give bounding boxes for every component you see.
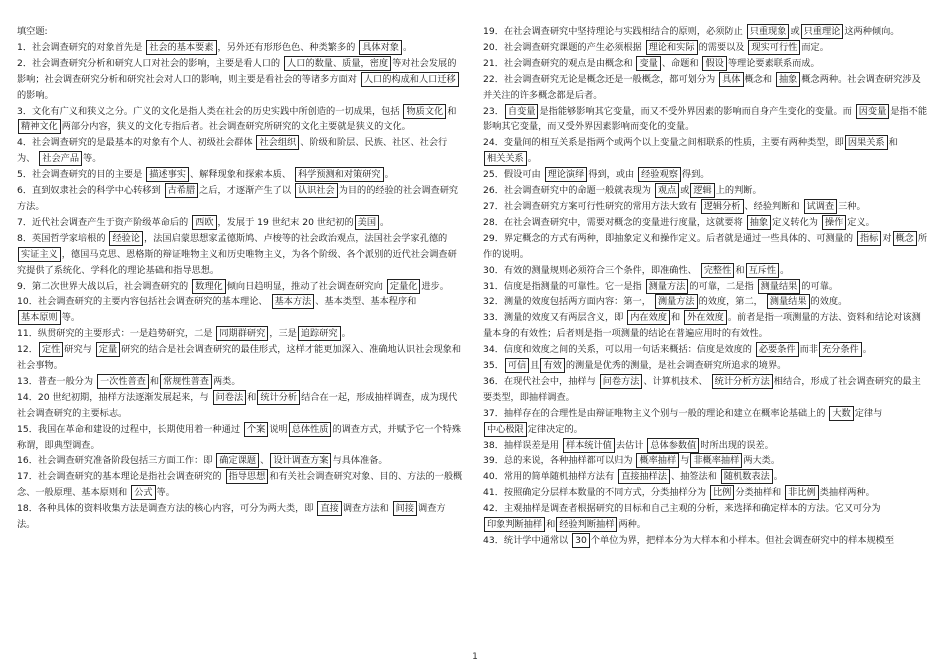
answer-box: 人口的数量、质量，密度 bbox=[284, 56, 391, 71]
answer-box: 美国 bbox=[355, 215, 379, 230]
question-text: 39．总的来说，各种抽样都可以归为 bbox=[483, 455, 636, 467]
question-item bbox=[17, 231, 463, 279]
answer-box: 间接 bbox=[393, 501, 417, 516]
question-text: 定律决定的。 bbox=[527, 423, 583, 435]
question-item bbox=[17, 390, 463, 422]
question-text: 。 bbox=[380, 216, 390, 228]
question-item bbox=[483, 56, 928, 72]
answer-box: 一次性普查 bbox=[97, 374, 149, 389]
question-text: 等理论要素联系而成。 bbox=[727, 57, 820, 69]
answer-box: 测量方法 bbox=[646, 279, 689, 294]
answer-box: 实证主义 bbox=[18, 247, 61, 262]
answer-box: 追踪研究 bbox=[298, 326, 341, 341]
answer-box: 现实可行性 bbox=[748, 40, 800, 55]
question-text: 。 bbox=[341, 328, 351, 340]
question-text: 、抽签法和 bbox=[671, 471, 720, 483]
question-text: 等。 bbox=[83, 153, 102, 165]
answer-box: 因变量 bbox=[856, 104, 890, 119]
question-text: 14．20 世纪初期，抽样方法逐渐发展起来，与 bbox=[17, 391, 212, 403]
question-text: 的调查方式，并赋予它一个特殊称谓，即典型调查。 bbox=[17, 423, 462, 451]
answer-box: 基本原则 bbox=[18, 310, 61, 325]
answer-box: 描述事实 bbox=[146, 167, 189, 182]
question-text: 1．社会调查研究的对象首先是 bbox=[17, 41, 146, 53]
question-item bbox=[17, 104, 463, 136]
question-text: 的效度。 bbox=[810, 296, 848, 308]
answer-box: 常规性普查 bbox=[160, 374, 212, 389]
question-text: 22．社会调查研究无论是概念还是一般概念，都可划分为 bbox=[483, 73, 719, 85]
question-text: 和 bbox=[447, 105, 457, 117]
question-text: 。 bbox=[862, 344, 872, 356]
question-text: 29．界定概念的方式有两种，即抽象定义和操作定义。后者就是通过一些具体的、可测量的 bbox=[483, 232, 856, 244]
question-text: 或 bbox=[680, 185, 690, 197]
question-text: 这两种倾向。 bbox=[844, 26, 900, 37]
question-text: 33．测量的效度又有两层含义，即 bbox=[483, 312, 627, 324]
question-item bbox=[483, 279, 928, 295]
question-text: 2．社会调查研究分析和研究人口对社会的影响，主要是看人口的 bbox=[17, 57, 284, 69]
question-item bbox=[483, 438, 928, 454]
question-item bbox=[17, 469, 463, 501]
question-item bbox=[17, 135, 463, 167]
question-text: ，另外还有形形色色、种类繁多的 bbox=[217, 41, 359, 53]
question-text: 、命题和 bbox=[661, 57, 702, 69]
question-text: 15．我国在革命和建设的过程中，长期使用着一种通过 bbox=[17, 423, 243, 435]
question-text: 40．常用的简单随机抽样方法有 bbox=[483, 471, 618, 483]
question-text: 20．社会调查研究课题的产生必须根据 bbox=[483, 41, 645, 53]
question-text: 定律与 bbox=[854, 407, 883, 419]
question-text: 12． bbox=[17, 344, 38, 356]
right-column bbox=[483, 24, 928, 549]
answer-box: 充分条件 bbox=[819, 342, 862, 357]
question-item bbox=[483, 469, 928, 485]
question-text: 23． bbox=[483, 105, 504, 117]
question-item bbox=[483, 263, 928, 279]
question-item bbox=[483, 342, 928, 358]
question-text: 。 bbox=[403, 41, 413, 53]
question-text: 。 bbox=[773, 471, 783, 483]
question-text: 研究与 bbox=[64, 344, 95, 356]
question-text: 为目的的经验的社会调查研究方法。 bbox=[17, 185, 459, 212]
question-text: 和 bbox=[888, 137, 898, 149]
answer-box: 理论和实际 bbox=[646, 40, 698, 55]
question-text: 对 bbox=[882, 232, 892, 244]
question-text: 和 bbox=[149, 375, 160, 387]
question-text: 得到，或由 bbox=[588, 169, 638, 181]
question-text: 等。 bbox=[61, 312, 81, 324]
question-text: 25．假设可由 bbox=[483, 169, 544, 181]
question-text: 和 bbox=[546, 519, 556, 531]
right-question-list bbox=[483, 24, 928, 549]
answer-box: 样本统计值 bbox=[563, 438, 615, 453]
question-item bbox=[17, 167, 463, 183]
question-text: 13．普查一般分为 bbox=[17, 375, 96, 387]
answer-box: 人口的构成和人口迁移 bbox=[361, 72, 459, 87]
question-text: 调查方法。 bbox=[17, 503, 446, 531]
answer-box: 测量结果 bbox=[767, 294, 810, 309]
answer-box: 认识社会 bbox=[295, 183, 338, 198]
answer-box: 理论演绎 bbox=[545, 167, 588, 182]
question-text: 概念和 bbox=[744, 73, 775, 85]
question-text: 和 bbox=[735, 264, 745, 276]
answer-box: 逻辑 bbox=[690, 183, 714, 198]
question-text: 10．社会调查研究的主要内容包括社会调查研究的基本理论、 bbox=[17, 296, 271, 308]
question-text: 的需要以及 bbox=[698, 41, 748, 53]
answer-box: 个案 bbox=[244, 422, 268, 437]
question-item bbox=[483, 231, 928, 263]
question-text: 21．社会调查研究的观点是由概念和 bbox=[483, 57, 636, 69]
question-item bbox=[17, 183, 463, 215]
question-item bbox=[483, 453, 928, 469]
question-text: 两大类。 bbox=[743, 455, 781, 467]
answer-box: 数理化 bbox=[192, 279, 226, 294]
question-text: 而非 bbox=[799, 344, 818, 356]
question-text: 31．信度是指测量的可靠性。它一是指 bbox=[483, 280, 645, 292]
question-text: 32．测量的效度包括两方面内容：第一， bbox=[483, 296, 654, 308]
question-text: 和 bbox=[671, 312, 684, 324]
question-text: 、阶级和阶层、民族、社区、社会行为、 bbox=[17, 137, 448, 165]
question-text: 之后，才逐渐产生了以 bbox=[199, 185, 294, 197]
answer-box: 只重理论 bbox=[801, 24, 844, 39]
answer-box: 假设 bbox=[702, 56, 726, 71]
question-text: 结合在一起，形成抽样调查，成为现代社会调查研究的主要标志。 bbox=[17, 391, 458, 419]
answer-box: 操作 bbox=[822, 215, 846, 230]
question-text: 得到。 bbox=[681, 169, 710, 181]
question-text: 倾向日趋明显，推动了社会调查研究向 bbox=[226, 280, 386, 292]
answer-box: 西欧 bbox=[192, 215, 216, 230]
question-text: 定义。 bbox=[847, 216, 875, 228]
answer-box: 总体参数值 bbox=[647, 438, 699, 453]
question-item bbox=[483, 374, 928, 406]
question-text: 等对社会发展的影响；社会调查研究分析和研究社会对人口的影响，则主要是看社会的等诸多方面对 bbox=[17, 57, 457, 85]
answer-box: 必要条件 bbox=[756, 342, 799, 357]
question-text: 而定。 bbox=[801, 41, 829, 53]
question-text: 26．社会调查研究中的命题一般就表现为 bbox=[483, 185, 654, 197]
answer-box: 有效 bbox=[540, 358, 564, 373]
question-text: 研究的结合是社会调查研究的最佳形式，这样才能更加深入、准确地认识社会现象和社会事物。 bbox=[17, 344, 462, 372]
answer-box: 逻辑分析 bbox=[701, 199, 744, 214]
question-text: 相结合，形成了社会调查研究的最主要类型，即抽样调查。 bbox=[483, 375, 921, 403]
question-text: 类抽样两种。 bbox=[819, 487, 875, 499]
question-item bbox=[483, 199, 928, 215]
question-text: 。 bbox=[384, 169, 394, 181]
answer-box: 抽象 bbox=[776, 72, 800, 87]
question-text: 、经验判断和 bbox=[744, 200, 803, 212]
section-heading: 填空题: bbox=[17, 26, 48, 37]
answer-box: 概念 bbox=[893, 231, 917, 246]
page-number: 1 bbox=[472, 652, 478, 662]
answer-box: 问卷方法 bbox=[600, 374, 643, 389]
question-text: 7．近代社会调查产生于资产阶级革命后的 bbox=[17, 216, 192, 228]
question-text: 两部分内容，狭义的文化专指后者。社会调查研究所研究的文化主要就是狭义的文化。 bbox=[61, 121, 411, 133]
question-item bbox=[483, 501, 928, 533]
answer-box: 指导思想 bbox=[226, 469, 269, 484]
question-text: 18．各种具体的资料收集方法是调查方法的核心内容，可分为两大类，即 bbox=[17, 503, 317, 515]
answer-box: 具体 bbox=[719, 72, 743, 87]
answer-box: 非概率抽样 bbox=[690, 453, 742, 468]
answer-box: 指标 bbox=[857, 231, 881, 246]
answer-box: 随机数表法 bbox=[721, 469, 773, 484]
answer-box: 统计分析 bbox=[257, 390, 300, 405]
answer-box: 定量 bbox=[96, 342, 120, 357]
question-text: 与 bbox=[680, 455, 690, 467]
answer-box: 经验观察 bbox=[638, 167, 681, 182]
question-item bbox=[483, 358, 928, 374]
question-item bbox=[483, 24, 928, 40]
answer-box: 社会的基本要素 bbox=[146, 40, 216, 55]
question-text: 是指不能影响其它变量，而又受外界因素影响而变化的变量。 bbox=[483, 105, 928, 133]
question-text: 35． bbox=[483, 360, 504, 372]
question-text: 定义转化为 bbox=[772, 216, 821, 228]
answer-box: 抽象 bbox=[747, 215, 771, 230]
question-text: 两种。 bbox=[618, 519, 646, 531]
answer-box: 试调查 bbox=[804, 199, 838, 214]
question-text: 上的判断。 bbox=[715, 185, 762, 197]
question-text: 9．第二次世界大战以后，社会调查研究的 bbox=[17, 280, 192, 292]
answer-box: 观点 bbox=[655, 183, 679, 198]
question-item bbox=[17, 279, 463, 295]
question-text: 5．社会调查研究的目的主要是 bbox=[17, 169, 146, 181]
question-text: 的测量是优秀的测量，是社会调查研究所追求的境界。 bbox=[565, 360, 787, 372]
answer-box: 同期群研究 bbox=[216, 326, 268, 341]
question-text: 28．在社会调查研究中，需要对概念的变量进行度量，这就要将 bbox=[483, 216, 746, 228]
question-text: 4．社会调查研究的是最基本的对象有个人、初级社会群体 bbox=[17, 137, 256, 149]
answer-box: 基本方法 bbox=[272, 294, 315, 309]
question-item bbox=[483, 104, 928, 136]
answer-box: 中心极限 bbox=[484, 422, 527, 437]
answer-box: 社会组织 bbox=[256, 135, 299, 150]
question-text: 调查方法和 bbox=[342, 503, 392, 515]
answer-box: 自变量 bbox=[505, 104, 539, 119]
answer-box: 问卷法 bbox=[213, 390, 247, 405]
answer-box: 精神文化 bbox=[18, 119, 61, 134]
left-column bbox=[17, 24, 463, 533]
question-text: 43．统计学中通常以 bbox=[483, 535, 572, 546]
answer-box: 确定课题 bbox=[216, 453, 259, 468]
question-text: 。前者是指一项测量的方法、资料和结论对该测量本身的有效性；后者则是指一项测量的结论在普遍应用时的有效性。 bbox=[483, 312, 921, 340]
question-text: 等。 bbox=[156, 487, 175, 499]
question-text: 38．抽样误差是用 bbox=[483, 439, 562, 451]
answer-box: 物质文化 bbox=[403, 104, 446, 119]
question-text: 41．按照确定分层样本数量的不同方式，分类抽样分为 bbox=[483, 487, 709, 499]
answer-box: 印象判断抽样 bbox=[484, 517, 545, 532]
question-text: 、基本类型、基本程序和 bbox=[315, 296, 417, 308]
answer-box: 非比例 bbox=[785, 485, 819, 500]
answer-box: 大数 bbox=[829, 406, 853, 421]
question-text: 的可靠，二是指 bbox=[689, 280, 757, 292]
question-text: 19．在社会调查研究中坚持理论与实践相结合的原则，必须防止 bbox=[483, 26, 746, 37]
question-text: 时所出现的误差。 bbox=[700, 439, 774, 451]
answer-box: 经验论 bbox=[109, 231, 143, 246]
answer-box: 直接抽样法 bbox=[618, 469, 670, 484]
question-text: 34．信度和效度之间的关系，可以用一句话来概括：信度是效度的 bbox=[483, 344, 755, 356]
question-item bbox=[483, 40, 928, 56]
question-item bbox=[483, 406, 928, 438]
question-text: 说明 bbox=[269, 423, 288, 435]
question-item bbox=[17, 326, 463, 342]
question-text: 进步。 bbox=[421, 280, 449, 292]
question-text: 且 bbox=[530, 360, 540, 372]
answer-box: 科学预测和对策研究 bbox=[295, 167, 384, 182]
question-item bbox=[17, 215, 463, 231]
question-text: 、 bbox=[260, 455, 270, 467]
answer-box: 总体性质 bbox=[289, 422, 332, 437]
question-item bbox=[483, 533, 928, 549]
answer-box: 古希腊 bbox=[165, 183, 199, 198]
answer-box: 直接 bbox=[317, 501, 341, 516]
question-text: 与具体准备。 bbox=[332, 455, 388, 467]
question-item bbox=[17, 501, 463, 533]
answer-box: 测量方法 bbox=[655, 294, 698, 309]
question-text: 11．纵贯研究的主要形式：一是趋势研究，二是 bbox=[17, 328, 216, 340]
question-text: ，三是 bbox=[269, 328, 297, 340]
answer-box: 因果关系 bbox=[845, 135, 888, 150]
answer-box: 公式 bbox=[131, 485, 155, 500]
question-item bbox=[483, 183, 928, 199]
question-item bbox=[17, 294, 463, 326]
question-text: 17．社会调查研究的基本理论是指社会调查研究的 bbox=[17, 471, 225, 483]
question-item bbox=[483, 310, 928, 342]
question-text: ，法国启蒙思想家孟德斯鸠、卢梭等的社会政治观点，法国社会学家孔德的 bbox=[144, 232, 448, 244]
question-text: 42．主观抽样是调查者根据研究的目标和自己主观的分析，来选择和确定样本的方法。它又可分为 bbox=[483, 503, 881, 515]
answer-box: 测量结果 bbox=[758, 279, 801, 294]
question-text: 个单位为界，把样本分为大样本和小样本。但社会调查研究中的样本规模至 bbox=[590, 535, 895, 546]
question-text: 和有关社会调查研究对象、目的、方法的一般概念、一般原理、基本原则和 bbox=[17, 471, 463, 499]
question-text: 30．有效的测量规则必须符合三个条件，即准确性、 bbox=[483, 264, 700, 276]
answer-box: 内在效度 bbox=[627, 310, 670, 325]
question-text: 27．社会调查研究方案可行性研究的常用方法大致有 bbox=[483, 200, 700, 212]
question-item bbox=[483, 215, 928, 231]
answer-box: 概率抽样 bbox=[636, 453, 679, 468]
question-text: 分类抽样和 bbox=[735, 487, 785, 499]
answer-box: 统计分析方法 bbox=[712, 374, 773, 389]
answer-box: 定性 bbox=[39, 342, 63, 357]
question-text: 、解释现象和探索本质、 bbox=[189, 169, 294, 181]
question-item bbox=[483, 135, 928, 167]
question-text: 去估计 bbox=[615, 439, 647, 451]
question-text: 所作的说明。 bbox=[483, 232, 928, 260]
answer-box: 相关关系 bbox=[484, 151, 527, 166]
question-text: 、计算机技术、 bbox=[643, 375, 711, 387]
answer-box: 社会产品 bbox=[39, 151, 82, 166]
answer-box: 比例 bbox=[710, 485, 734, 500]
question-text: 3．文化有广义和狭义之分。广义的文化是指人类在社会的历史实践中所创造的一切成果，包括 bbox=[17, 105, 403, 117]
answer-box: 经验判断抽样 bbox=[556, 517, 617, 532]
answer-box: 互斥性 bbox=[746, 263, 780, 278]
answer-box: 外在效度 bbox=[684, 310, 727, 325]
answer-box: 30 bbox=[572, 533, 590, 548]
question-text: 6．直到奴隶社会的科学中心转移到 bbox=[17, 185, 164, 197]
question-text: 24．变量间的相互关系是指两个或两个以上变量之间相联系的性质，主要有两种类型，即 bbox=[483, 137, 844, 149]
question-item bbox=[17, 374, 463, 390]
question-text: 16．社会调查研究准备阶段包括三方面工作：即 bbox=[17, 455, 216, 467]
question-item bbox=[17, 422, 463, 454]
question-text: 的可靠。 bbox=[801, 280, 839, 292]
question-text: 和 bbox=[247, 391, 257, 403]
question-text: 的效度，第二， bbox=[698, 296, 766, 308]
question-text: ，发展于 19 世纪末 20 世纪初的 bbox=[217, 216, 354, 228]
question-text: 36．在现代社会中，抽样与 bbox=[483, 375, 599, 387]
question-item bbox=[483, 294, 928, 310]
answer-box: 变量 bbox=[636, 56, 660, 71]
question-text: ，德国马克思、恩格斯的辩证唯物主义和历史唯物主义，为各个阶级、各个派别的近代社会调查研究提供了系统化、学科化的理论基础和指导思想。 bbox=[17, 248, 457, 276]
question-text: 的影响。 bbox=[17, 89, 54, 101]
question-text: 或 bbox=[790, 26, 800, 37]
question-item bbox=[17, 56, 463, 104]
question-text: 。 bbox=[527, 153, 537, 165]
question-item bbox=[17, 40, 463, 56]
answer-box: 只重现象 bbox=[747, 24, 790, 39]
answer-box: 定量化 bbox=[387, 279, 421, 294]
answer-box: 设计调查方案 bbox=[270, 453, 331, 468]
question-item bbox=[483, 167, 928, 183]
answer-box: 具体对象 bbox=[359, 40, 402, 55]
answer-box: 可信 bbox=[505, 358, 529, 373]
question-text: 8．英国哲学家培根的 bbox=[17, 232, 109, 244]
answer-box: 完整性 bbox=[701, 263, 735, 278]
question-text: 三种。 bbox=[838, 200, 866, 212]
question-item bbox=[483, 485, 928, 501]
question-text: 是指能够影响其它变量，而又不受外界因素的影响而自身产生变化的变量。而 bbox=[539, 105, 855, 117]
question-text: 两类。 bbox=[213, 375, 241, 387]
left-question-list bbox=[17, 40, 463, 533]
question-text: 概念两种。社会调查研究涉及并关注的许多概念都是后者。 bbox=[483, 73, 921, 101]
question-item bbox=[17, 453, 463, 469]
question-item bbox=[17, 342, 463, 374]
question-item bbox=[483, 72, 928, 104]
question-text: 。 bbox=[780, 264, 790, 276]
question-text: 37．抽样存在的合理性是由辩证唯物主义个别与一般的理论和建立在概率论基础上的 bbox=[483, 407, 829, 419]
